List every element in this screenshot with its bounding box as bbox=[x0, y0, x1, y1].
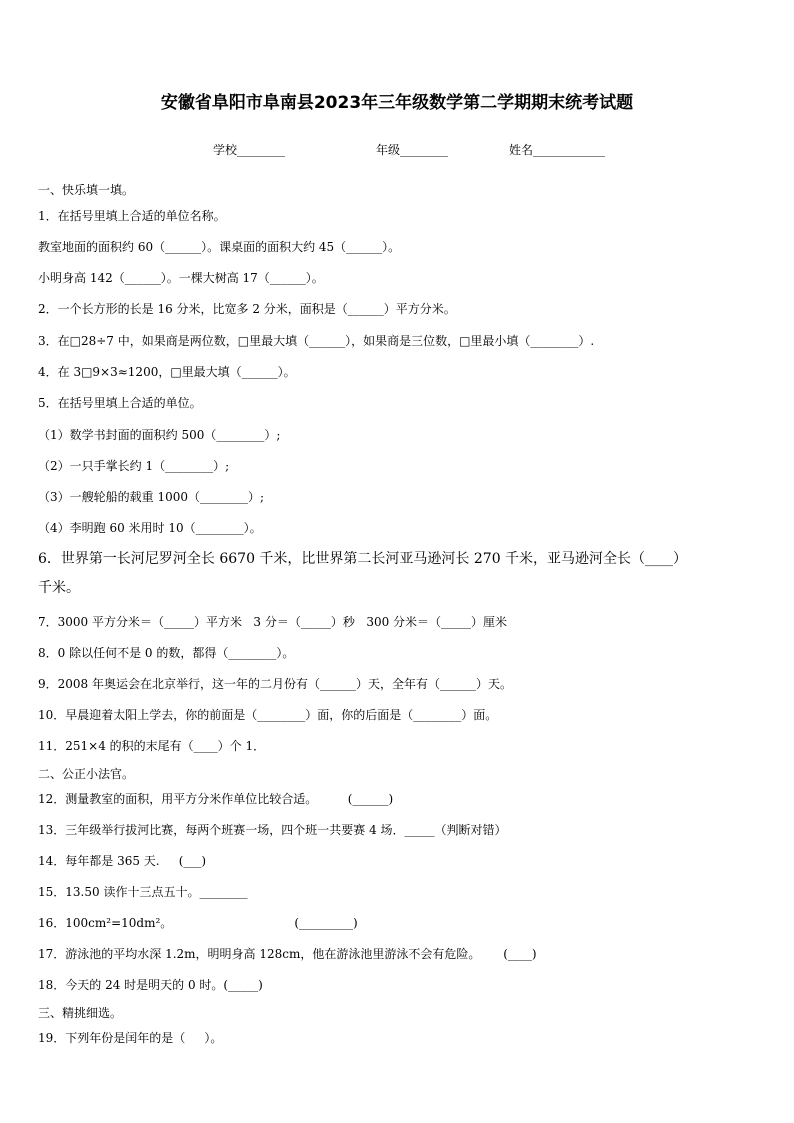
question-6: 6．世界第一长河尼罗河全长 6670 千米，比世界第二长河亚马逊河长 270 千米，亚马逊河全长（____） bbox=[38, 551, 688, 567]
question-8: 8．0 除以任何不是 0 的数，都得（________）。 bbox=[38, 646, 295, 660]
question-1-line-a: 教室地面的面积约 60（______）。课桌面的面积大约 45（______）。 bbox=[38, 240, 401, 254]
question-1-line-b: 小明身高 142（______）。一棵大树高 17（______）。 bbox=[38, 271, 324, 285]
question-7: 7．3000 平方分米＝（_____）平方米 3 分＝（_____）秒 300 分米＝（_____）厘米 bbox=[38, 615, 508, 629]
page-title: 安徽省阜阳市阜南县2023年三年级数学第二学期期末统考试题 bbox=[160, 93, 634, 113]
question-15: 15．13.50 读作十三点五十。________ bbox=[38, 885, 248, 899]
question-19: 19．下列年份是闰年的是（ ）。 bbox=[38, 1031, 223, 1045]
question-5-part-1: （1）数学书封面的面积约 500（________）; bbox=[38, 428, 281, 442]
question-9: 9．2008 年奥运会在北京举行，这一年的二月份有（______）天，全年有（______）天。 bbox=[38, 677, 512, 691]
grade-field: 年级________ bbox=[376, 143, 449, 157]
question-17: 17．游泳池的平均水深 1.2m，明明身高 128cm，他在游泳池里游泳不会有危险。 (____) bbox=[38, 947, 537, 961]
question-10: 10．早晨迎着太阳上学去，你的前面是（________）面，你的后面是（________）面。 bbox=[38, 708, 498, 722]
name-field: 姓名____________ bbox=[509, 143, 606, 157]
question-1: 1．在括号里填上合适的单位名称。 bbox=[38, 209, 226, 223]
question-6-continued: 千米。 bbox=[38, 580, 80, 596]
question-14: 14．每年都是 365 天. (___) bbox=[38, 854, 207, 868]
question-4: 4．在 3□9×3≈1200，□里最大填（______）。 bbox=[38, 365, 296, 379]
question-5-part-3: （3）一艘轮船的载重 1000（________）; bbox=[38, 490, 265, 504]
question-5-part-4: （4）李明跑 60 米用时 10（________）。 bbox=[38, 521, 262, 535]
section-heading-3: 三、精挑细选。 bbox=[38, 1006, 123, 1020]
question-5: 5．在括号里填上合适的单位。 bbox=[38, 396, 202, 410]
section-heading-2: 二、公正小法官。 bbox=[38, 767, 135, 781]
question-13: 13．三年级举行拔河比赛，每两个班赛一场，四个班一共要赛 4 场．_____（判断对错） bbox=[38, 823, 507, 837]
question-16: 16．100cm²=10dm²。 (_________) bbox=[38, 916, 358, 930]
question-12: 12．测量教室的面积，用平方分米作单位比较合适。 (______) bbox=[38, 792, 394, 806]
question-11: 11．251×4 的积的末尾有（____）个 1． bbox=[38, 739, 266, 753]
question-3: 3．在□28÷7 中，如果商是两位数，□里最大填（______），如果商是三位数，□里最小填（________）. bbox=[38, 334, 595, 348]
section-heading-1: 一、快乐填一填。 bbox=[38, 183, 135, 197]
question-18: 18．今天的 24 时是明天的 0 时。(_____) bbox=[38, 978, 263, 992]
question-2: 2．一个长方形的长是 16 分米，比宽多 2 分米，面积是（______）平方分米。 bbox=[38, 302, 456, 316]
school-field: 学校________ bbox=[213, 143, 286, 157]
question-5-part-2: （2）一只手掌长约 1（________）; bbox=[38, 459, 230, 473]
